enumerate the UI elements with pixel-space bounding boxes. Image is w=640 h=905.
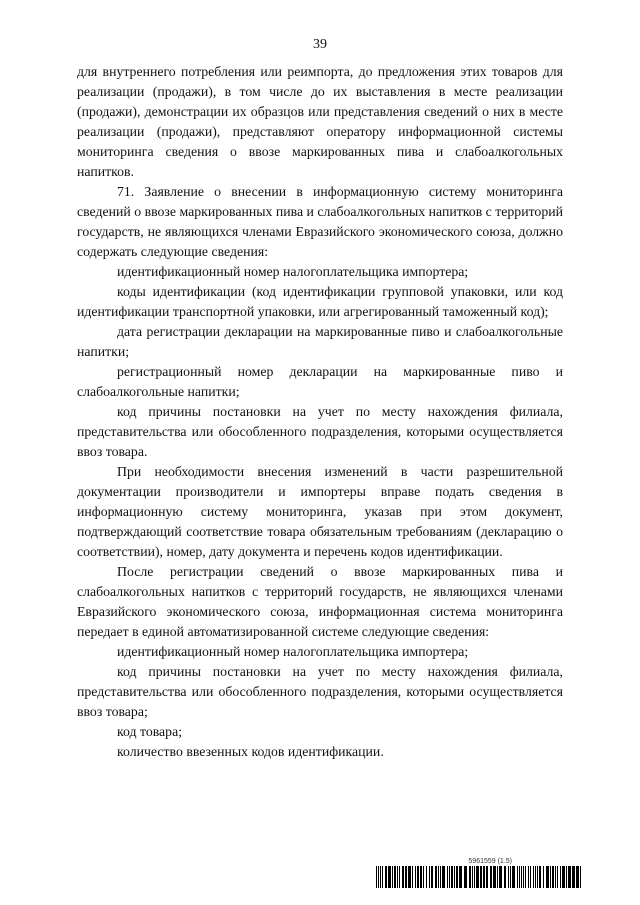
paragraph: дата регистрации декларации на маркированные пиво и слабоалкогольные напитки; xyxy=(77,324,563,359)
paragraph: идентификационный номер налогоплательщика импортера; xyxy=(117,644,469,659)
page-number: 39 xyxy=(313,37,327,52)
footer-barcode-block xyxy=(376,858,584,888)
paragraph: количество ввезенных кодов идентификации. xyxy=(117,744,384,759)
paragraph: код причины постановки на учет по месту нахождения филиала, представительства или обособленного подразделения, которыми осуществляется ввоз товара; xyxy=(77,664,563,719)
paragraph: коды идентификации (код идентификации групповой упаковки, или код идентификации транспортной упаковки, или агрегированный таможенный код); xyxy=(77,284,563,319)
paragraph: для внутреннего потребления или реимпорта, до предложения этих товаров для реализации (продажи), в том числе до их выставления в месте реализации (продажи), демонстрации их образцов или представления сведений о них в месте реализации (продажи), представляют оператору информационной системы мониторинга сведения о ввозе маркированных пива и слабоалкогольных напитков. xyxy=(77,64,563,179)
document-id: 5961559 (1.5) xyxy=(468,858,512,865)
paragraph: код товара; xyxy=(117,724,183,739)
paragraph: При необходимости внесения изменений в части разрешительной документации производители и импортеры вправе подать сведения в информационную систему мониторинга, указав при этом документ, подтверждающий соответствие товара обязательным требованиям (декларацию о соответствии), номер, дату документа и перечень кодов идентификации. xyxy=(77,464,563,559)
paragraph: идентификационный номер налогоплательщика импортера; xyxy=(117,264,469,279)
paragraph: код причины постановки на учет по месту нахождения филиала, представительства или обособленного подразделения, которыми осуществляется ввоз товара. xyxy=(77,404,563,459)
paragraph: регистрационный номер декларации на маркированные пиво и слабоалкогольные напитки; xyxy=(77,364,563,399)
barcode-icon xyxy=(376,866,584,888)
paragraph: 71. Заявление о внесении в информационную систему мониторинга сведений о ввозе маркированных пива и слабоалкогольных напитков с территорий государств, не являющихся членами Евразийского экономического союза, должно содержать следующие сведения: xyxy=(77,184,563,259)
paragraph: После регистрации сведений о ввозе маркированных пива и слабоалкогольных напитков с территорий государств, не являющихся членами Евразийского экономического союза, информационная система мониторинга передает в единой автоматизированной системе следующие сведения: xyxy=(77,564,563,639)
document-body xyxy=(77,62,563,762)
